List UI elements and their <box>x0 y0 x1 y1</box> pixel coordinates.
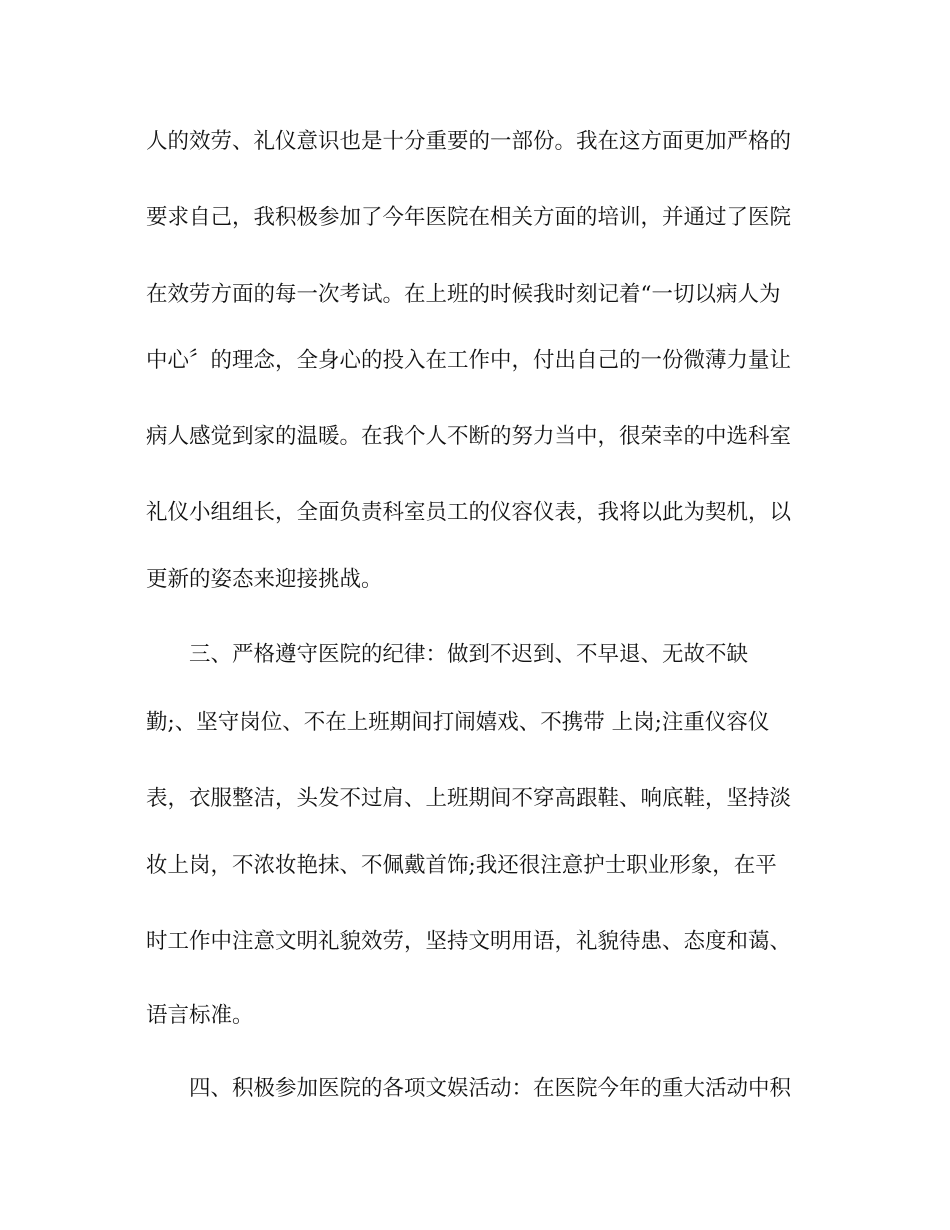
paragraph-line: 要求自己，我积极参加了今年医院在相关方面的培训，并通过了医院 <box>146 205 792 230</box>
paragraph-line: 四、积极参加医院的各项文娱活动：在医院今年的重大活动中积 <box>189 1076 792 1101</box>
paragraph-line: 语言标准。 <box>146 1003 254 1028</box>
paragraph-line: 勤;、坚守岗位、不在上班期间打闹嬉戏、不携带 上岗;注重仪容仪 <box>146 710 770 735</box>
paragraph-line: 在效劳方面的每一次考试。在上班的时候我时刻记着“一切以病人为 <box>146 282 781 307</box>
paragraph-line: 病人感觉到家的温暖。在我个人不断的努力当中，很荣幸的中选科室 <box>146 424 792 449</box>
paragraph-line: 三、严格遵守医院的纪律：做到不迟到、不早退、无故不缺 <box>189 642 749 667</box>
paragraph-line: 礼仪小组组长，全面负责科室员工的仪容仪表，我将以此为契机，以 <box>146 500 792 525</box>
paragraph-line: 中心〞的理念，全身心的投入在工作中，付出自己的一份微薄力量让 <box>146 348 792 373</box>
paragraph-line: 时工作中注意文明礼貌效劳，坚持文明用语，礼貌待患、态度和蔼、 <box>146 929 792 954</box>
paragraph-line: 更新的姿态来迎接挑战。 <box>146 567 383 592</box>
paragraph-line: 表，衣服整洁，头发不过肩、上班期间不穿高跟鞋、响底鞋，坚持淡 <box>146 786 792 811</box>
paragraph-line: 人的效劳、礼仪意识也是十分重要的一部份。我在这方面更加严格的 <box>146 129 792 154</box>
paragraph-line: 妆上岗，不浓妆艳抹、不佩戴首饰;我还很注意护士职业形象，在平 <box>146 853 777 878</box>
